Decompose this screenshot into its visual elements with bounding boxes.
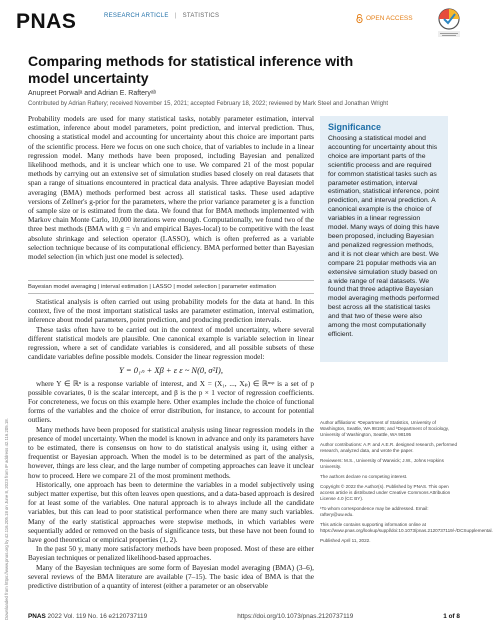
footer-citation: 2022 Vol. 119 No. 16 e2120737119 bbox=[47, 613, 148, 620]
tag-separator: | bbox=[174, 13, 177, 19]
article-type-tags bbox=[104, 13, 219, 19]
paragraph: In the past 50 y, many more satisfactory methods have been proposed. Most of these are either Bayesian techniques or penalized likelihood-based approaches. bbox=[28, 545, 314, 563]
affiliations-note: Author affiliations: ᵃDepartment of Statistics, University of Washington, Seattle, WA 98195; and ᵇDepartment of Sociology, University of Washington, Seattle, WA 98195 bbox=[320, 420, 449, 437]
author-notes bbox=[320, 420, 493, 548]
paragraph: Statistical analysis is often carried out using probability models for the data at hand. In this context, five of the most important statistical tasks are parameter estimation, interval estimation, inference about model parameters, point prediction, and producing prediction intervals. bbox=[28, 298, 314, 325]
regression-equation: Y = 0₁ₙ + Xβ + ε ε ~ N(0, σ²I), bbox=[119, 365, 223, 376]
reviewers-note: Reviewers: M.S., University of Warwick; J.W., Johns Hopkins University. bbox=[320, 458, 444, 469]
copyright-note[interactable]: Copyright © 2022 the Author(s). Published by PNAS. This open access article is distributed under Creative Commons Attribution License 4.0 (CC BY). bbox=[320, 484, 451, 501]
open-lock-icon bbox=[356, 14, 363, 23]
check-for-updates-icon[interactable] bbox=[436, 8, 462, 38]
download-watermark bbox=[4, 260, 12, 620]
category-tag[interactable]: RESEARCH ARTICLE bbox=[104, 13, 169, 19]
paragraph: where Y ∈ ℝⁿ is a response variable of interest, and X = (X₁, ..., Xₚ) ∈ ℝⁿˣᵖ is a set of p possible covariates, 0 is the scalar intercept, and β is the p × 1 vector of regression coefficients. For concreteness, we focus on this example here. Other examples include the choice of functional forms of the variables and the choice of error distribution, for instance, to account for potential outliers. bbox=[28, 379, 314, 425]
paragraph: Many of the Bayesian techniques are some form of Bayesian model averaging (BMA) (3–6), several reviews of the BMA literature are available (7–15). The basic idea of BMA is that the predictive distribution of a quantity of interest (either a parameter or an observable bbox=[28, 563, 314, 591]
main-text bbox=[28, 298, 314, 591]
footer-journal: PNAS bbox=[28, 613, 46, 620]
keywords: Bayesian model averaging | interval estimation | LASSO | model selection | parameter estimation bbox=[28, 280, 314, 294]
abstract: Probability models are used for many statistical tasks, notably parameter estimation, interval estimation, inference about model parameters, point prediction, and interval prediction. Thus, choosing a statistical model and accounting for uncertainty about this choice are important parts of the scientific process. Here we focus on one such choice, that of variables to include in a linear regression model. Many methods have been proposed, including Bayesian and penalized likelihood methods, and it is unclear which one to use. We compared 21 of the most popular methods by carrying out an extensive set of simulation studies based closely on real datasets that span a range of situations encountered in practical data analysis. Three adaptive Bayesian model averaging (BMA) methods performed best across all statistical tasks. These used adaptive versions of Zellner's g-prior for the parameters, where the prior variance parameter g is a function of sample size or is estimated from the data. We found that for BMA methods implemented with Markov chain Monte Carlo, 10,000 iterations were enough. Computationally, we found two of the three best methods (BMA with g = √n and empirical Bayes-local) to be competitive with the least absolute shrinkage and selection operator (LASSO), which is often preferred as a variable selection technique because of its computational efficiency. BMA performed better than Bayesian model selection (in which just one model is selected). bbox=[28, 115, 314, 262]
subject-tag[interactable]: STATISTICS bbox=[182, 13, 220, 19]
significance-box bbox=[320, 116, 448, 362]
page-footer bbox=[28, 613, 460, 620]
competing-interest-note: The authors declare no competing interest. bbox=[320, 474, 408, 479]
supporting-info-note[interactable]: This article contains supporting information online at https://www.pnas.org/lookup/suppl/doi:10.1073/pnas.2120737119/-/DCSupplemental. bbox=[320, 522, 493, 533]
open-access-label: OPEN ACCESS bbox=[366, 15, 413, 22]
significance-title: Significance bbox=[328, 122, 382, 132]
author-list[interactable]: Anupreet Porwalᵃ and Adrian E. Rafteryᵃᵇ bbox=[28, 90, 157, 97]
paragraph: Historically, one approach has been to determine the variables in a model subjectively using subject matter expertise, but this often leaves open questions, and a data-based approach is desired for at least some of the variables. One natural approach is to always include all the candidate variables, but this can lead to poor statistical performance when there are many such variables. Many of the early statistical approaches were stepwise methods, in which variables were sequentially added or removed on the basis of significance tests, but these have not been found to have good theoretical or empirical properties (1, 2). bbox=[28, 480, 314, 545]
article-title: Comparing methods for statistical inference with model uncertainty bbox=[28, 53, 354, 86]
journal-logo: PNAS bbox=[16, 10, 77, 33]
editorial-history: Contributed by Adrian Raftery; received November 15, 2021; accepted February 18, 2022; reviewed by Mark Steel and Jonathan Wright bbox=[28, 101, 389, 107]
paragraph: Many methods have been proposed for statistical analysis using linear regression models in the presence of model uncertainty. When the model is known in advance and only its parameters have to be estimated, there is consensus on how to do statistical analysis using it, using either a frequentist or Bayesian approach. When the model is to be determined as part of the analysis, however, things are less clear, and the large number of competing approaches can leave it unclear how to proceed. Here we compare 21 of the most prominent methods. bbox=[28, 425, 314, 480]
significance-text: Choosing a statistical model and accounting for uncertainty about this choice are important parts of the scientific process and are required for common statistical tasks such as parameter estimation, interval estimation, statistical inference, point prediction, and interval prediction. A canonical example is the choice of variables in a linear regression model. Many ways of doing this have been proposed, including Bayesian and penalized regression methods, and it is not clear which are best. We compare 21 popular methods via an extensive simulation study based on a wide range of real datasets. We found that three adaptive Bayesian model averaging methods performed best across all the statistical tasks and that two of these were also among the most computationally efficient. bbox=[328, 135, 440, 338]
contributions-note: Author contributions: A.P. and A.E.R. designed research, performed research, analyzed data, and wrote the paper. bbox=[320, 442, 458, 453]
footer-doi-link[interactable]: https://doi.org/10.1073/pnas.2120737119 bbox=[237, 613, 354, 620]
page-number: 1 of 8 bbox=[443, 613, 460, 620]
paragraph: These tasks often have to be carried out in the context of model uncertainty, where several different statistical models are plausible. One canonical example is variable selection in linear regression, where a set of candidate variables is considered, and all possible subsets of these candidate variables define possible models. Consider the linear regression model: bbox=[28, 325, 314, 362]
published-date: Published April 11, 2022. bbox=[320, 538, 371, 543]
open-access-badge[interactable] bbox=[356, 14, 413, 23]
correspondence-note[interactable]: ¹To whom correspondence may be addressed. Email: raftery@uw.edu. bbox=[320, 506, 429, 517]
download-watermark-text: Downloaded from https://www.pnas.org by 42.116.205.18 on June 8, 2023 from IP address 42.116.205.18. bbox=[4, 418, 9, 620]
